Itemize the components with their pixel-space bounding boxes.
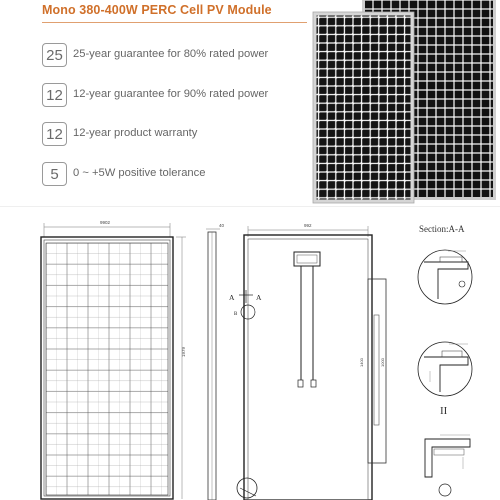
back-inner-dimension-2: 1000 [380, 358, 385, 367]
solar-panel-photo [310, 0, 500, 205]
feature-badge: 12 [42, 122, 67, 146]
feature-badge: 25 [42, 43, 67, 67]
side-thickness-dimension: 40 [219, 223, 225, 228]
feature-text: 12-year guarantee for 90% rated power [73, 88, 269, 100]
feature-text: 0 ~ +5W positive tolerance [73, 167, 206, 179]
product-title: Mono 380-400W PERC Cell PV Module [42, 3, 272, 17]
feature-text: 25-year guarantee for 80% rated power [73, 48, 269, 60]
feature-text: 12-year product warranty [73, 127, 198, 139]
feature-item [42, 162, 312, 186]
back-width-dimension: 992 [304, 223, 312, 228]
feature-item [42, 43, 312, 67]
side-view-drawing [206, 223, 225, 500]
front-solar-panel [313, 12, 414, 203]
section-title: Section:A-A [419, 224, 465, 234]
detail-marker-b: B [234, 312, 238, 317]
section-marker-a-right: A [256, 293, 262, 302]
product-header-section [0, 0, 500, 205]
title-underline [42, 22, 307, 23]
feature-badge: 12 [42, 83, 67, 107]
section-details [418, 224, 472, 496]
front-width-dimension: 9902 [100, 220, 111, 225]
feature-item [42, 122, 312, 146]
detail-label-ii: II [440, 405, 448, 417]
section-marker-a-left: A [229, 293, 235, 302]
feature-item [42, 83, 312, 107]
front-height-dimension: 1979 [181, 346, 186, 357]
back-view-drawing [229, 223, 386, 500]
technical-drawing [0, 207, 500, 500]
back-inner-dimension-1: 1400 [359, 358, 364, 367]
front-view-drawing [41, 220, 186, 499]
feature-badge: 5 [42, 162, 67, 186]
